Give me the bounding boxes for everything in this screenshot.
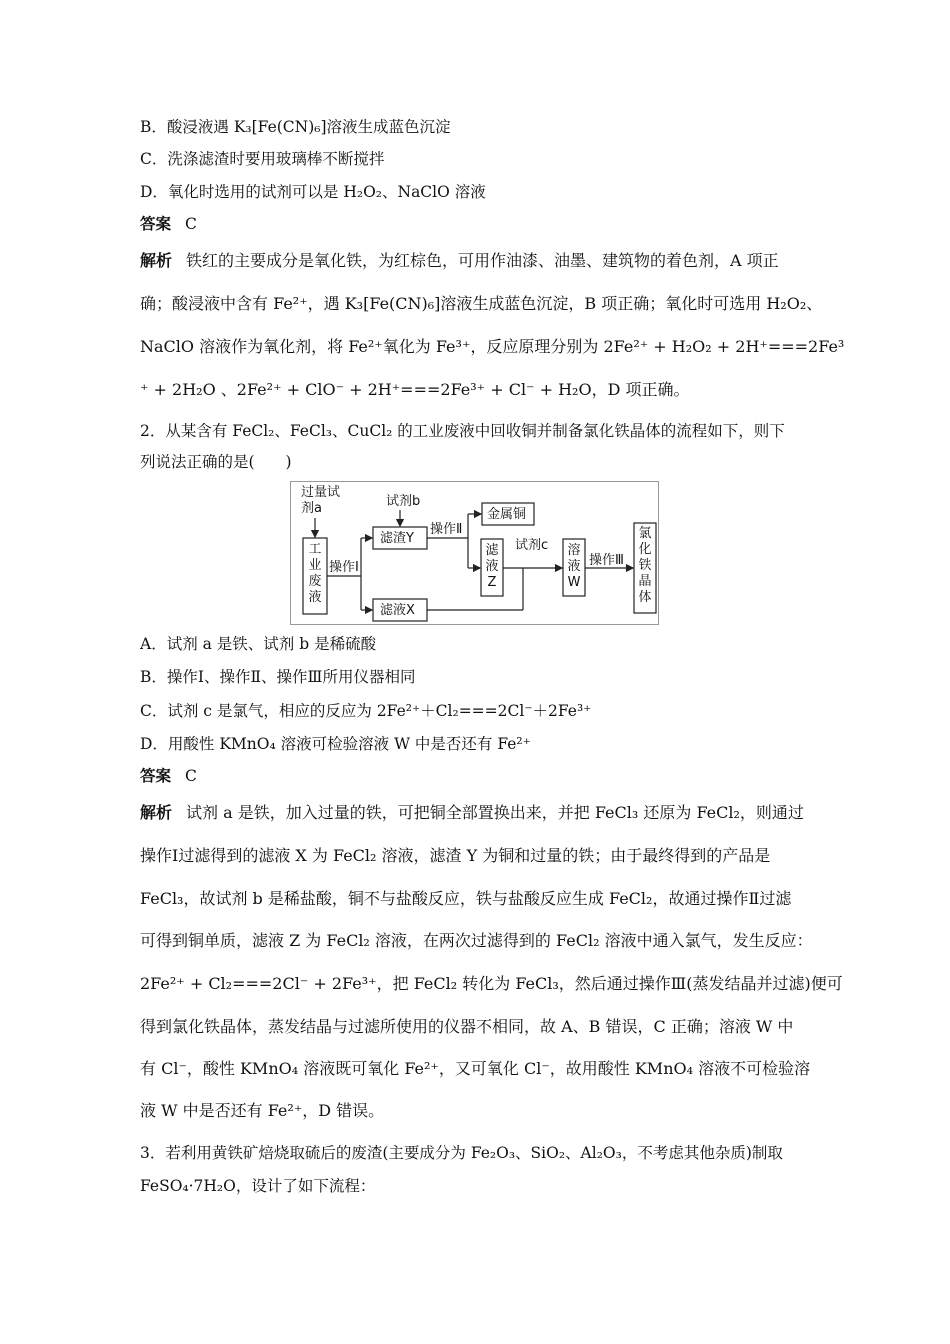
- answer-value: C: [185, 767, 197, 785]
- q1-analysis-line-3: NaClO 溶液作为氧化剂，将 Fe²⁺氧化为 Fe³⁺，反应原理分别为 2Fe²⁺ + H₂O₂ + 2H⁺===2Fe³: [140, 337, 845, 356]
- q3-stem-line-2: FeSO₄·7H₂O，设计了如下流程：: [140, 1177, 376, 1195]
- q2-option-d: D．用酸性 KMnO₄ 溶液可检验溶液 W 中是否还有 Fe²⁺: [140, 735, 531, 753]
- answer-label: 答案: [140, 214, 172, 233]
- reagent-c-label: 试剂c: [515, 538, 549, 553]
- product-label: 氯化铁晶体: [638, 526, 652, 605]
- solution-w-label: 溶液W: [567, 543, 581, 590]
- answer-label: 答案: [140, 766, 172, 785]
- q2-analysis-line-1: [140, 802, 804, 824]
- q1-analysis-line-1: [140, 250, 779, 272]
- op2-label: 操作Ⅱ: [430, 522, 463, 537]
- q1-analysis-line-2: 确；酸浸液中含有 Fe²⁺，遇 K₃[Fe(CN)₆]溶液生成蓝色沉淀，B 项正确；氧化时可选用 H₂O₂、: [140, 294, 823, 313]
- q2-option-c: C．试剂 c 是氯气，相应的反应为 2Fe²⁺＋Cl₂===2Cl⁻＋2Fe³⁺: [140, 702, 592, 720]
- q2-stem-line-2: 列说法正确的是( ): [140, 453, 292, 471]
- q3-stem-line-1: 3．若利用黄铁矿焙烧取硫后的废渣(主要成分为 Fe₂O₃、SiO₂、Al₂O₃，不考虑其他杂质)制取: [140, 1144, 783, 1162]
- q2-analysis-line-4: 可得到铜单质，滤液 Z 为 FeCl₂ 溶液，在两次过滤得到的 FeCl₂ 溶液中通入氯气，发生反应：: [140, 931, 813, 950]
- copper-label: 金属铜: [487, 507, 527, 522]
- q2-analysis-line-3: FeCl₃，故试剂 b 是稀盐酸，铜不与盐酸反应，铁与盐酸反应生成 FeCl₂，故通过操作Ⅱ过滤: [140, 889, 792, 908]
- waste-label: 工业废液: [308, 542, 322, 605]
- analysis-text: 试剂 a 是铁，加入过量的铁，可把铜全部置换出来，并把 FeCl₃ 还原为 FeCl₂，则通过: [186, 803, 804, 822]
- analysis-label: 解析: [140, 251, 173, 270]
- q2-analysis-line-7: 有 Cl⁻，酸性 KMnO₄ 溶液既可氧化 Fe²⁺，又可氧化 Cl⁻，故用酸性 KMnO₄ 溶液不可检验溶: [140, 1059, 811, 1078]
- q2-answer: [140, 765, 197, 787]
- process-flowchart: [290, 481, 659, 625]
- reagent-a-label: 过量试剂a: [301, 485, 341, 516]
- q1-answer: [140, 213, 197, 235]
- q1-option-b: B．酸浸液遇 K₃[Fe(CN)₆]溶液生成蓝色沉淀: [140, 118, 451, 136]
- filtrate-z-label: 滤液Z: [485, 543, 499, 590]
- reagent-b-label: 试剂b: [386, 494, 421, 509]
- answer-value: C: [185, 215, 197, 233]
- op3-label: 操作Ⅲ: [589, 553, 624, 568]
- filtrate-x-label: 滤液X: [380, 603, 415, 618]
- analysis-text: 铁红的主要成分是氧化铁，为红棕色，可用作油漆、油墨、建筑物的着色剂，A 项正: [186, 251, 779, 270]
- op1-label: 操作Ⅰ: [329, 560, 359, 575]
- q2-analysis-line-6: 得到氯化铁晶体，蒸发结晶与过滤所使用的仪器不相同，故 A、B 错误，C 正确；溶液 W 中: [140, 1017, 794, 1036]
- q2-option-b: B．操作Ⅰ、操作Ⅱ、操作Ⅲ所用仪器相同: [140, 668, 416, 686]
- q2-option-a: A．试剂 a 是铁、试剂 b 是稀硫酸: [140, 635, 377, 653]
- q1-option-d: D．氧化时选用的试剂可以是 H₂O₂、NaClO 溶液: [140, 183, 486, 201]
- q1-analysis-line-4: ⁺ + 2H₂O 、2Fe²⁺ + ClO⁻ + 2H⁺===2Fe³⁺ + Cl⁻ + H₂O，D 项正确。: [140, 380, 690, 399]
- q2-stem-line-1: 2．从某含有 FeCl₂、FeCl₃、CuCl₂ 的工业废液中回收铜并制备氯化铁晶体的流程如下，则下: [140, 422, 785, 440]
- q2-analysis-line-2: 操作Ⅰ过滤得到的滤液 X 为 FeCl₂ 溶液，滤渣 Y 为铜和过量的铁；由于最终得到的产品是: [140, 846, 771, 865]
- residue-y-label: 滤渣Y: [380, 531, 414, 546]
- q2-analysis-line-8: 液 W 中是否还有 Fe²⁺，D 错误。: [140, 1101, 385, 1120]
- q2-analysis-line-5: 2Fe²⁺ + Cl₂===2Cl⁻ + 2Fe³⁺，把 FeCl₂ 转化为 FeCl₃，然后通过操作Ⅲ(蒸发结晶并过滤)便可: [140, 974, 843, 993]
- analysis-label: 解析: [140, 803, 173, 822]
- q1-option-c: C．洗涤滤渣时要用玻璃棒不断搅拌: [140, 150, 385, 168]
